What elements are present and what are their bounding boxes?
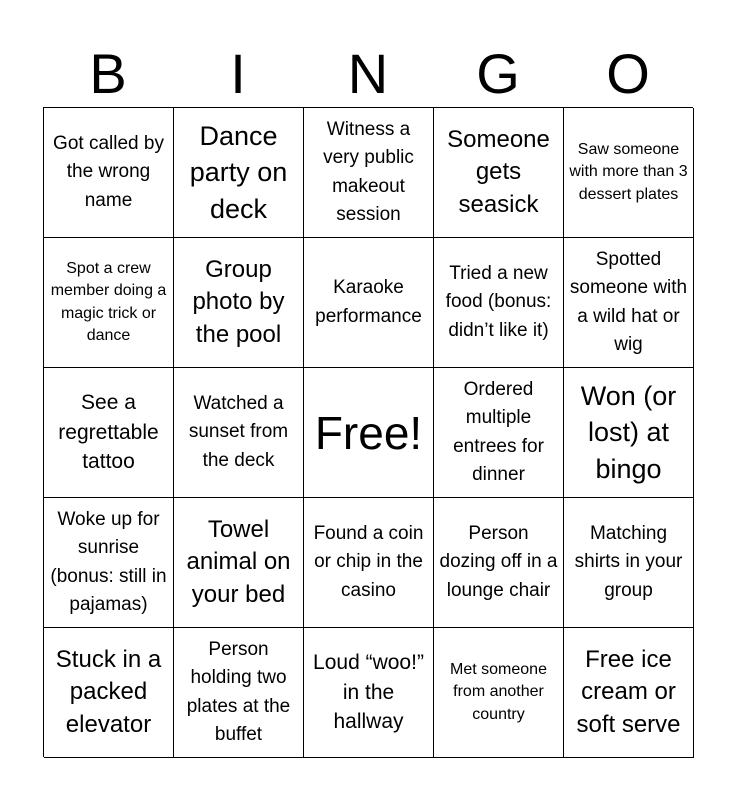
bingo-cell[interactable]: Person dozing off in a lounge chair xyxy=(434,498,564,628)
bingo-cell[interactable]: Matching shirts in your group xyxy=(564,498,694,628)
bingo-card-grid xyxy=(43,107,693,757)
header-letter-o: O xyxy=(606,42,650,105)
bingo-cell[interactable]: Karaoke performance xyxy=(304,238,434,368)
bingo-cell[interactable]: Tried a new food (bonus: didn’t like it) xyxy=(434,238,564,368)
bingo-cell[interactable]: Stuck in a packed elevator xyxy=(44,628,174,758)
bingo-cell[interactable]: Someone gets seasick xyxy=(434,108,564,238)
bingo-cell[interactable]: Ordered multiple entrees for dinner xyxy=(434,368,564,498)
header-letter-b: B xyxy=(89,42,127,105)
bingo-cell[interactable]: Woke up for sunrise (bonus: still in pajamas) xyxy=(44,498,174,628)
bingo-cell[interactable]: Witness a very public makeout session xyxy=(304,108,434,238)
header-letter-g: G xyxy=(476,42,520,105)
bingo-cell[interactable]: Got called by the wrong name xyxy=(44,108,174,238)
bingo-header xyxy=(43,40,693,108)
bingo-cell[interactable]: Loud “woo!” in the hallway xyxy=(304,628,434,758)
bingo-cell[interactable]: Person holding two plates at the buffet xyxy=(174,628,304,758)
bingo-cell[interactable]: Towel animal on your bed xyxy=(174,498,304,628)
header-letter-n: N xyxy=(347,42,389,105)
header-letter-i: I xyxy=(230,42,246,105)
bingo-cell[interactable]: Spot a crew member doing a magic trick or dance xyxy=(44,238,174,368)
bingo-cell[interactable]: Found a coin or chip in the casino xyxy=(304,498,434,628)
bingo-cell[interactable]: Free ice cream or soft serve xyxy=(564,628,694,758)
bingo-cell[interactable]: Met someone from another country xyxy=(434,628,564,758)
bingo-cell[interactable]: Saw someone with more than 3 dessert plates xyxy=(564,108,694,238)
bingo-cell[interactable]: Won (or lost) at bingo xyxy=(564,368,694,498)
bingo-cell[interactable]: Watched a sunset from the deck xyxy=(174,368,304,498)
bingo-cell[interactable]: Dance party on deck xyxy=(174,108,304,238)
bingo-cell[interactable]: Group photo by the pool xyxy=(174,238,304,368)
free-space-cell[interactable]: Free! xyxy=(304,368,434,498)
bingo-cell[interactable]: Spotted someone with a wild hat or wig xyxy=(564,238,694,368)
bingo-cell[interactable]: See a regrettable tattoo xyxy=(44,368,174,498)
